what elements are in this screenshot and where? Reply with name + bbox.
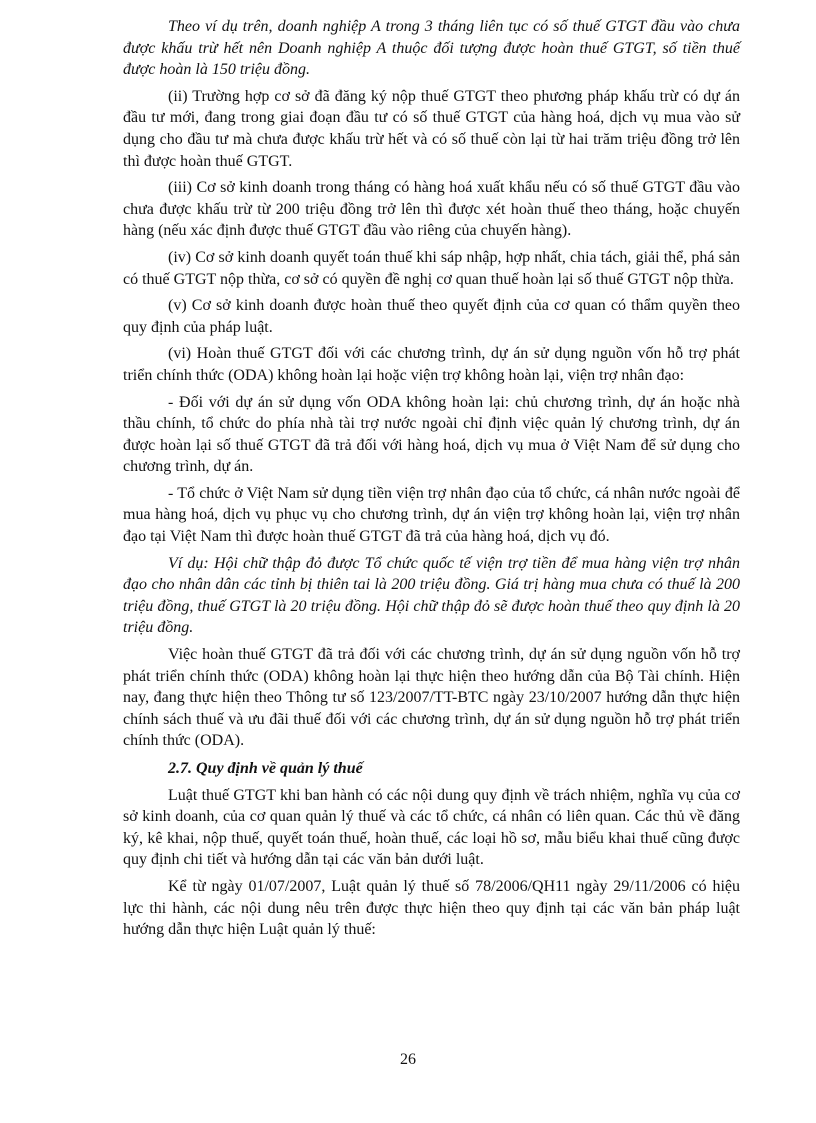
paragraph-item-iii: (iii) Cơ sở kinh doanh trong tháng có hàng hoá xuất khẩu nếu có số thuế GTGT đầu vào chưa được khấu trừ từ 200 triệu đồng trở lên thì được xét hoàn thuế theo tháng, hoặc chuyến hàng (nếu xác định được thuế GTGT đầu vào riêng của chuyến hàng). xyxy=(123,179,740,240)
paragraph-item-ii: (ii) Trường hợp cơ sở đã đăng ký nộp thuế GTGT theo phương pháp khấu trừ có dự án đầu tư mới, đang trong giai đoạn đầu tư có số thuế GTGT của hàng hoá, dịch vụ mua vào sử dụng cho đầu tư mà chưa được khấu trừ hết và có số thuế còn lại từ hai trăm triệu đồng trở lên thì được hoàn thuế GTGT. xyxy=(123,87,740,170)
paragraph-tax-management-law: Kể từ ngày 01/07/2007, Luật quản lý thuế số 78/2006/QH11 ngày 29/11/2006 có hiệu lực thi hành, các nội dung nêu trên được thực hiện theo quy định tại các văn bản pháp luật hướng dẫn thực hiện Luật quản lý thuế: xyxy=(123,877,740,939)
paragraph-oda-refund: Việc hoàn thuế GTGT đã trả đối với các chương trình, dự án sử dụng nguồn vốn hỗ trợ phát triển chính thức (ODA) không hoàn lại thực hiện theo hướng dẫn của Bộ Tài chính. Hiện nay, đang thực hiện theo Thông tư số 123/2007/TT-BTC ngày 23/10/2007 hướng dẫn thực hiện chính sách thuế và ưu đãi thuế đối với các chương trình, dự án sử dụng nguồn hỗ trợ phát triển chính thức (ODA). xyxy=(123,646,740,750)
section-heading: 2.7. Quy định về quản lý thuế xyxy=(168,760,363,777)
paragraph-tax-law: Luật thuế GTGT khi ban hành có các nội dung quy định về trách nhiệm, nghĩa vụ của cơ sở kinh doanh, của cơ quan quản lý thuế và các tổ chức, cá nhân có liên quan. Các thủ về đăng ký, kê khai, nộp thuế, quyết toán thuế, hoàn thuế, các loại hồ sơ, mẫu biểu khai thuế cũng được quy định chi tiết và hướng dẫn tại các văn bản dưới luật. xyxy=(123,786,740,869)
page-number: 26 xyxy=(400,1051,416,1068)
example-paragraph-1: Theo ví dụ trên, doanh nghiệp A trong 3 tháng liên tục có số thuế GTGT đầu vào chưa được khấu trừ hết nên Doanh nghiệp A thuộc đối tượng được hoàn thuế GTGT, số tiền thuế được hoàn là 150 triệu đồng. xyxy=(123,18,740,79)
paragraph-item-v: (v) Cơ sở kinh doanh được hoàn thuế theo quyết định của cơ quan có thẩm quyền theo quy định của pháp luật. xyxy=(123,297,740,336)
paragraph-humanitarian-bullet: - Tổ chức ở Việt Nam sử dụng tiền viện trợ nhân đạo của tổ chức, cá nhân nước ngoài để mua hàng hoá, dịch vụ phục vụ cho chương trình, dự án viện trợ không hoàn lại, viện trợ nhân đạo tại Việt Nam thì được hoàn thuế GTGT đã trả của hàng hoá, dịch vụ đó. xyxy=(123,484,740,546)
paragraph-item-vi: (vi) Hoàn thuế GTGT đối với các chương trình, dự án sử dụng nguồn vốn hỗ trợ phát triển chính thức (ODA) không hoàn lại hoặc viện trợ không hoàn lại, viện trợ nhân đạo: xyxy=(123,345,740,384)
paragraph-item-iv: (iv) Cơ sở kinh doanh quyết toán thuế khi sáp nhập, hợp nhất, chia tách, giải thể, phá sản có thuế GTGT nộp thừa, cơ sở có quyền đề nghị cơ quan thuế hoàn lại số thuế GTGT nộp thừa. xyxy=(123,248,740,288)
example-paragraph-2: Ví dụ: Hội chữ thập đỏ được Tổ chức quốc tế viện trợ tiền để mua hàng viện trợ nhân đạo cho nhân dân các tỉnh bị thiên tai là 200 triệu đồng. Giá trị hàng mua chưa có thuế là 200 triệu đồng, thuế GTGT là 20 triệu đồng. Hội chữ thập đỏ sẽ được hoàn thuế theo quy định là 20 triệu đồng. xyxy=(123,554,740,637)
document-page xyxy=(123,16,740,941)
paragraph-oda-bullet: - Đối với dự án sử dụng vốn ODA không hoàn lại: chủ chương trình, dự án hoặc nhà thầu chính, tổ chức do phía nhà tài trợ nước ngoài chỉ định việc quản lý chương trình, dự án được hoàn lại số thuế GTGT đã trả đối với hàng hoá, dịch vụ mua ở Việt Nam để sử dụng cho chương trình, dự án. xyxy=(123,393,740,476)
